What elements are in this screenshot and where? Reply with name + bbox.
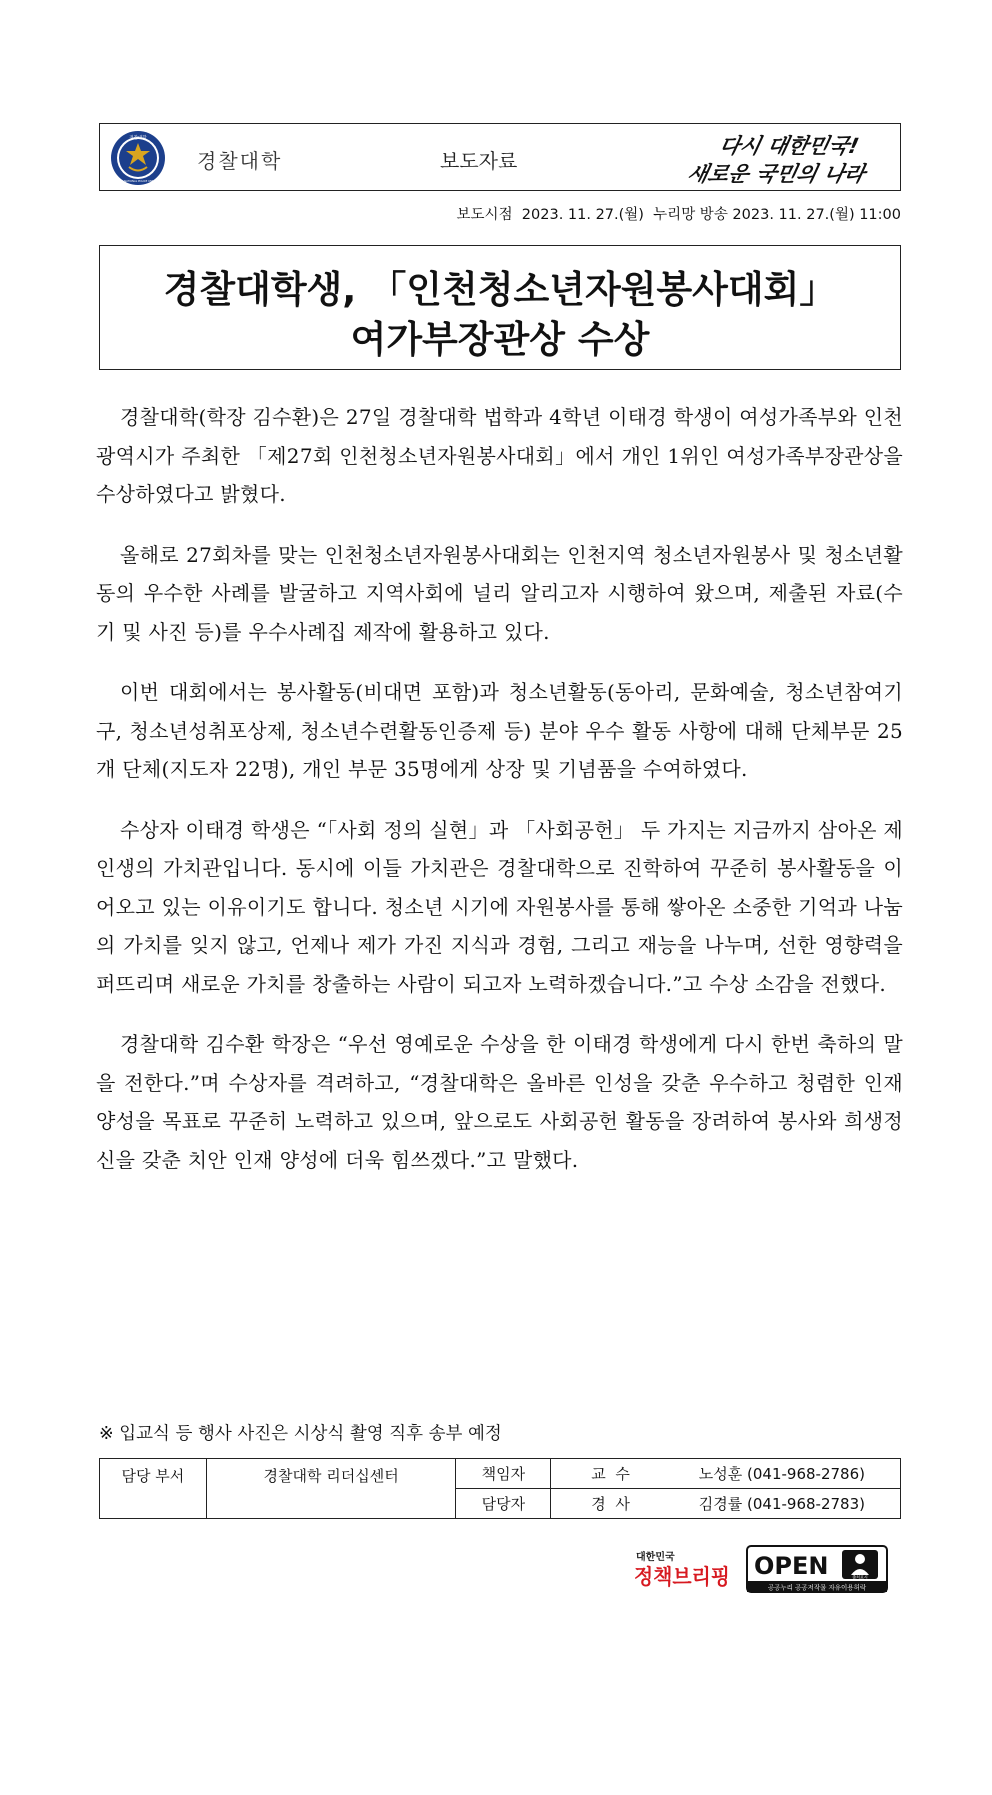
role-cell: 담당자 bbox=[456, 1489, 551, 1519]
open-text: OPEN bbox=[754, 1552, 829, 1580]
policy-briefing-logo-icon bbox=[632, 1546, 732, 1594]
slogan bbox=[678, 128, 888, 188]
person-name-phone: 김경률 (041-968-2783) bbox=[698, 1495, 865, 1513]
kogl-open-license-icon bbox=[746, 1545, 888, 1593]
person-title: 경 사 bbox=[591, 1495, 630, 1513]
emblem-subtext: KOREAN NATIONAL POLICE UNIVERSITY bbox=[112, 180, 164, 183]
emblem-text: 경찰대학 bbox=[129, 136, 147, 141]
person-cell bbox=[551, 1489, 901, 1519]
role-cell: 책임자 bbox=[456, 1459, 551, 1489]
person-title: 교 수 bbox=[591, 1465, 630, 1483]
title-line-2: 여가부장관상 수상 bbox=[350, 318, 650, 361]
police-university-emblem-icon bbox=[110, 130, 166, 186]
paragraph-5: 경찰대학 김수환 학장은 “우선 영예로운 수상을 한 이태경 학생에게 다시 한번 축하의 말을 전한다.”며 수상자를 격려하고, “경찰대학은 올바른 인성을 갖춘 우수하고 청렴한 인재 양성을 목표로 꾸준히 노력하고 있으며, 앞으로도 사회공헌 활동을 장려하여 봉사와 희생정신을 갖춘 치안 인재 양성에 더욱 힘쓰겠다.”고 말했다. bbox=[96, 1032, 903, 1172]
dept-label: 담당 부서 bbox=[100, 1459, 207, 1519]
paragraph-4: 수상자 이태경 학생은 “「사회 정의 실현」과 「사회공헌」 두 가지는 지금까지 삼아온 제 인생의 가치관입니다. 동시에 이들 가치관은 경찰대학으로 진학하여 꾸준히 봉사활동을 이어오고 있는 이유이기도 합니다. 청소년 시기에 자원봉사를 통해 쌓아온 소중한 기억과 나눔의 가치를 잊지 않고, 언제나 제가 가진 지식과 경험, 그리고 재능을 나누며, 선한 영향력을 퍼뜨리며 새로운 가치를 창출하는 사람이 되고자 노력하겠습니다.”고 수상 소감을 전했다. bbox=[96, 817, 903, 996]
title-box bbox=[99, 245, 901, 370]
briefing-small-text: 대한민국 bbox=[636, 1552, 675, 1563]
slogan-line-1: 다시 대한민국! bbox=[717, 134, 861, 158]
open-caption: 공공누리 공공저작물 자유이용허락 bbox=[767, 1583, 867, 1592]
person-name-phone: 노성훈 (041-968-2786) bbox=[698, 1465, 865, 1483]
paragraph-3: 이번 대회에서는 봉사활동(비대면 포함)과 청소년활동(동아리, 문화예술, 청소년참여기구, 청소년성취포상제, 청소년수련활동인증제 등) 분야 우수 활동 사항에 대해 단체부문 25개 단체(지도자 22명), 개인 부문 35명에게 상장 및 기념품을 수여하였다. bbox=[96, 680, 903, 781]
dept-name: 경찰대학 리더십센터 bbox=[206, 1459, 456, 1519]
table-row bbox=[100, 1459, 901, 1489]
slogan-line-2: 새로운 국민의 나라 bbox=[685, 162, 868, 186]
article-body bbox=[96, 398, 903, 1201]
briefing-main-text: 정책브리핑 bbox=[634, 1565, 730, 1589]
doc-type: 보도자료 bbox=[440, 149, 518, 173]
paragraph-1: 경찰대학(학장 김수환)은 27일 경찰대학 법학과 4학년 이태경 학생이 여성가족부와 인천광역시가 주최한 「제27회 인천청소년자원봉사대회」에서 개인 1위인 여성가족부장관상을 수상하였다고 밝혔다. bbox=[96, 405, 903, 506]
paragraph-2: 올해로 27회차를 맞는 인천청소년자원봉사대회는 인천지역 청소년자원봉사 및 청소년활동의 우수한 사례를 발굴하고 지역사회에 널리 알리고자 시행하여 왔으며, 제출된 자료(수기 및 사진 등)를 우수사례집 제작에 활용하고 있다. bbox=[96, 542, 903, 644]
title-line-1: 경찰대학생, 「인천청소년자원봉사대회」 bbox=[163, 268, 837, 311]
person-cell bbox=[551, 1459, 901, 1489]
photo-note: ※ 입교식 등 행사 사진은 시상식 촬영 직후 송부 예정 bbox=[99, 1424, 502, 1444]
release-info: 보도시점 2023. 11. 27.(월) 누리망 방송 2023. 11. 27.(월) 11:00 bbox=[456, 207, 901, 223]
open-badge-text: 출처표시 bbox=[852, 1574, 868, 1580]
contact-table bbox=[99, 1458, 901, 1519]
header-box bbox=[99, 123, 901, 191]
org-name: 경찰대학 bbox=[197, 149, 283, 173]
